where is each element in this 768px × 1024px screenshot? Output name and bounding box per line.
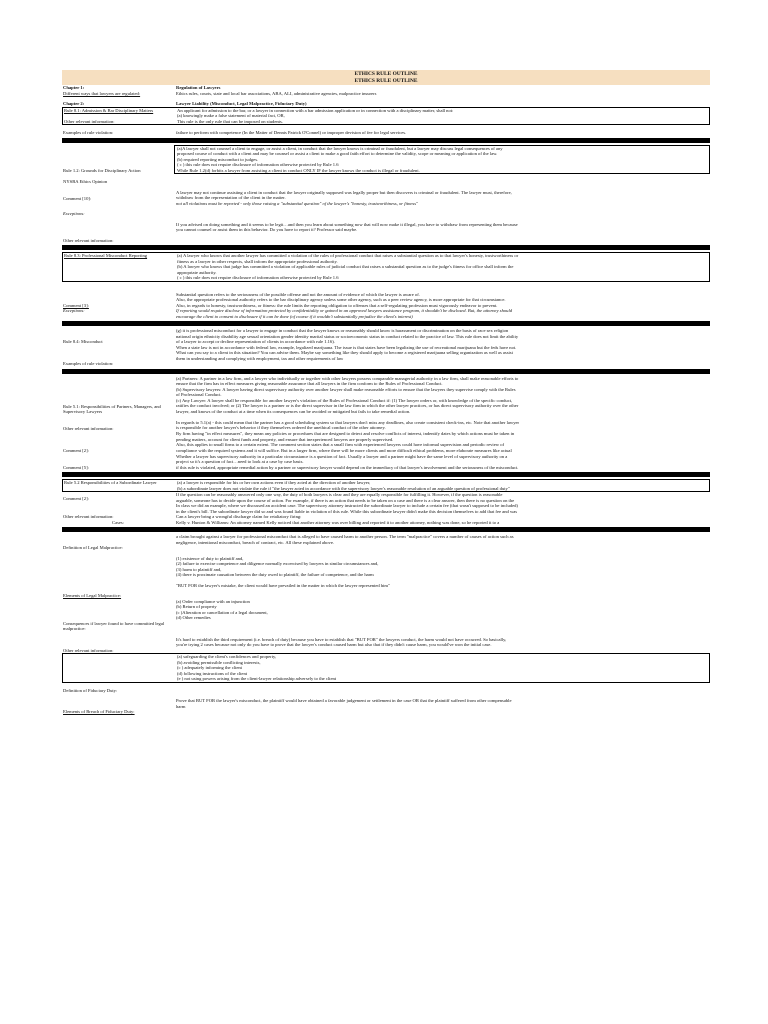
rule-5-1-line: ensure that the firm has in effect measures giving reasonable assurance that all lawyers in the firm conform to the Rules of Professional Conduct. <box>176 381 443 386</box>
rule-8-4-section <box>62 328 710 361</box>
section-divider <box>62 369 710 374</box>
regulation-text: Ethics rules, courts, state and local bar associations, ABA, ALI, administrative agencies, malpractice insurers <box>176 90 377 96</box>
rule-5-1-line: of Professional Conduct. <box>176 392 222 397</box>
chapter-1-title: Regulation of Lawyers <box>176 85 221 90</box>
rule-5-1-label: Rule 5.1: Responsibilities of Partners, Managers, and Supervisory Lawyers <box>63 403 161 414</box>
malpractice-definition-row <box>62 534 710 545</box>
malpractice-element: (2) failure to exercise competence and diligence normally excercised by lawyers in similar circumstances and, <box>176 561 379 566</box>
malpractice-consequence: (a) Order compliance with an injunction <box>176 598 250 604</box>
outline-title-band <box>62 70 710 85</box>
rule-5-1-comment-2-label: Comment [2]: <box>63 448 89 453</box>
rule-5-2-comment-2-line: arguable, someone has to decide upon the course of action. For example, if there is an action that needs to be taken on a case and there is a clear answer, then there is no question on the <box>176 497 515 503</box>
rule-8-1-other-label: Other relevant information: <box>64 118 115 124</box>
rule-5-2-other-label: Other relevant information: <box>63 514 114 519</box>
exceptions-label: Exceptions: <box>63 211 85 216</box>
rule-8-3-comment-line: Also, the appropriate professional authority refers to the bar disciplinary agency unless some other agency, such as a peer review agency, is more appropriate for that circumstance. <box>176 297 506 302</box>
rule-5-1-comment-5-line: Whether a lawyer has supervisory authority in a particular circumstance is a question of fact. Usually a lawyer and a partner might have the same level of supervisory authority on a <box>176 453 508 459</box>
nysba-label: NYSBA Ethics Opinion <box>63 179 108 184</box>
fiduciary-breach-line: Prove that BUT FOR the lawyer's misconduct, the plaintiff would have obtained a favorable judgement or settlement in the case OR that the plaintiff suffered from other compensable <box>176 698 512 703</box>
rule-8-3-line: appropriate authority. <box>177 269 217 275</box>
chapter-2-row <box>62 101 710 107</box>
rule-5-2-other-line: In class we did an example, where we discussed an accident case. The supervisory attorney instructed the subordinate lawyer to include a certain fee (that wasn't supposed to be included) <box>176 503 518 508</box>
malpractice-element: (4) there is proximate causation between the duty owed to plaintiff, the failure of competence, and the harm <box>176 572 374 577</box>
rule-8-4-example-line: them in understanding and complying with employment, tax and other requirements of law <box>176 355 344 361</box>
malpractice-consequences-label: Consequences if lawyer found to have committed legal malpractice: <box>63 620 165 631</box>
regulation-label: Different ways that lawyers are regulated: <box>63 90 141 96</box>
rule-5-2-line: (b) a subordinate lawyer does not violate the rule if "the lawyer acted in accordance with the supervisory lawyer's reasonable resolution of an arguable question of professional duty" <box>177 485 510 491</box>
fiduciary-duty-definition-label: Definition of Fiduciary Duty: <box>63 687 118 693</box>
rule-8-1-examples-label: Examples of rule violation: <box>63 130 114 135</box>
rule-1-2-line: (a)A lawyer shall not counsel a client to engage, or assist a client, in conduct that the lawyer knows is criminal or fraudulent, but a lawyer may discuss legal consequences of any <box>177 145 503 151</box>
malpractice-consequence: (c )Alteration or cancellation of a legal document, <box>176 609 268 615</box>
rule-5-1-other-label: Other relevant information: <box>63 425 114 431</box>
rule-8-3-comment-line: Also, in regards to honesty, trustworthiness, or fitness: the rule limits the reporting obligation to offenses that a self-regulating profession must vigorously endeavor to prevent. <box>176 302 498 308</box>
malpractice-definition-line: a claim brought against a lawyer for professional misconduct that is alleged to have caused harm to another person. The term "malpractice" covers a number of causes of action such as <box>176 534 514 539</box>
section-divider <box>62 527 710 532</box>
comment-3-label: Comment [3]: <box>63 302 89 308</box>
rule-8-3-section <box>62 252 710 282</box>
rule-8-1-label: Rule 8.1: Admission & Bar Disciplinary Matters <box>64 107 154 113</box>
rule-8-3-line: fitness as a lawyer in other respects, shall inform the appropriate professional authority. <box>177 258 338 264</box>
section-divider <box>62 472 710 477</box>
malpractice-other-label: Other relevant information: <box>63 647 114 653</box>
exceptions-label: Exceptions: <box>63 308 85 313</box>
rule-5-2-label: Rule 5.2 Responsibilities of a Subordinate Lawyer <box>64 480 157 485</box>
fiduciary-duty-item: (a) safeguarding the client's confidences and property, <box>177 654 277 659</box>
rule-8-4-line: national origin ethnicity disability age sexual orientation gender identity marital status or socioeconomic status in conduct related to the practice of law. This rule does not limit the ability <box>176 333 519 339</box>
fiduciary-duty-item: (e ) not using powers arising from the client-lawyer relationship adversely to the client <box>177 676 337 681</box>
comment-10-line: not all violations must be reported - only those raising a "substantial question" of the lawyer's "honesty, trustworthiness, or fitness" <box>176 200 418 206</box>
malpractice-elements-label: Elements of Legal Malpractice: <box>63 593 122 598</box>
rule-1-2-other-label: Other relevant information: <box>63 237 114 243</box>
rule-8-4-example-line: What can you say to a client in this situation? You can advise them. Maybe say something like they should apply to become a registered marijuana selling organization as well as assist <box>176 350 513 355</box>
malpractice-definition-line: negligence, intentional misconduct, breach of contract, etc. All these explained above. <box>176 539 335 545</box>
rule-1-2-line: (b) required reporting misconduct to judges. <box>177 156 259 162</box>
fiduciary-duty-item: (d) following instructions of the client <box>177 670 248 676</box>
rule-5-2-comment-2-label: Comment [2]: <box>63 496 89 501</box>
rule-1-2-label: Rule 1.2: Grounds for Disciplinary Action <box>63 167 141 173</box>
rule-5-1-line: (c) Any Lawyer: A lawyer shall be responsible for another lawyer's violation of the Rules of Professional Conduct if: (1) The lawyer orders or, with knowledge of the specific conduct, <box>176 397 513 403</box>
rule-8-1-line: An applicant for admission to the bar, or a lawyer in connection with a bar admission application or in connection with a disciplinary matter, shall not: <box>177 107 454 113</box>
fiduciary-duty-item: (b) avoiding permissible conflicting interests, <box>177 659 261 665</box>
ethics-outline-sheet <box>62 70 710 715</box>
comment-10-line: withdraw from the representation of the client in the matter. <box>176 195 286 200</box>
malpractice-consequence: (b) Return of property <box>176 604 217 609</box>
chapter-1-label: Chapter 1: <box>63 85 85 90</box>
rule-5-1-line: (a) Partners: A partner in a law firm, and a lawyer who individually or together with other lawyers possess comparable managerial authority in a law firm, shall make reasonable efforts to <box>176 375 519 381</box>
rule-1-2-other-line: If you advised on doing something and it seems to be legit…and then you learn about something now that will now make it illegal, you have to withdraw from representing them because <box>176 221 518 227</box>
malpractice-definition-label: Definition of Legal Malpractice: <box>63 545 123 550</box>
malpractice-element: (3) harm to plaintiff and, <box>176 566 222 572</box>
rule-8-4-label: Rule 8.4: Misconduct <box>63 339 103 344</box>
rule-5-1-line: ratifies the conduct involved; or (2) The lawyer is a partner or is the direct supervisor in the law firm in which the other lawyer practices, or has direct supervisory authority over the other <box>176 403 519 408</box>
rule-1-2-line: proposed course of conduct with a client and may be counsel or assist a client to make a good faith effort to determine the validity, scope or meaning or application of the law. <box>177 151 498 156</box>
rule-8-3-exception-line: encourage the client to consent to disclosure if it can be done (of course if it wouldn't substantially prejudice the client's interest) <box>176 313 413 319</box>
outline-title: ETHICS RULE OUTLINE <box>354 71 418 77</box>
rule-8-4-examples-label: Examples of rule violation: <box>63 361 114 366</box>
comment-10-line: A lawyer may not continue assisting a client in conduct that the lawyer originally supposed was legally proper but then discovers is criminal or fraudulent. The lawyer must, therefore, <box>176 189 512 195</box>
rule-8-1-examples-text: failure to perform with competence (In the Matter of Dennis Patrick O'Connel) or improper devision of fee for legal services. <box>176 130 407 135</box>
rule-5-1-section <box>62 376 710 415</box>
rule-5-2-cases-text: Kelly v. Hunton & Williams: An attorney named Kelly noticed that another attorney was over billing and reported it to another attorney, nothing was done, so he reported it to a <box>176 519 500 525</box>
rule-8-3-line: (b) A lawyer who knows that judge has committed a violation of applicable rules of judicial conduct that raises a substantial question as to the judge's fitness for office shall inform the <box>177 264 514 269</box>
outline-title-repeat: ETHICS RULE OUTLINE <box>354 77 418 84</box>
rule-5-1-comment-2-line: compliance with the required systems and it will suffice. But in a larger firm, where there will be more clients and more difficult ethical problems, more elaborate measures like actual <box>176 447 512 453</box>
fiduciary-breach-label: Elements of Breach of Fiduciary Duty: <box>63 709 135 714</box>
rule-8-3-line: (a) A lawyer who knows that another lawyer has committed a violation of the rules of professional conduct that raises a substantial question as to that lawyer's honesty, trustworthiness or <box>177 253 519 258</box>
malpractice-other-line: you're trying 2 cases because not only do you have to prove that the lawyer's conduct caused harm but also that if they didn't cause harm, you would've won the initial case. <box>176 642 492 647</box>
rule-5-2-other-line: Can a lawyer bring a wrongful discharge claim for retaliatory firing: <box>176 514 302 519</box>
fiduciary-duty-item: (c ) adequately informing the client <box>177 665 242 670</box>
section-divider <box>62 321 710 326</box>
chapter-2-label: Chapter 2: <box>63 101 85 106</box>
rule-8-4-line: (g) it is professional misconduct for a lawyer to engage in conduct that the lawyer knows or reasonably should know is harassment or discrimination on the basis of race sex religion <box>176 328 509 333</box>
rule-5-1-comment-2-line: pending matters, account for client funds and property, and ensure that inexperienced lawyers are properly supervised. <box>176 436 394 442</box>
rule-1-2-line: While Rule 1.2(d) forbits a lawyer from assisting a client in conduct ONLY IF the lawyer knows the conduct is illegal or fraudulent. <box>177 167 420 173</box>
rule-5-1-other-line: is responsible for another lawyer's behavior if they themselves ordered the unethical conduct of the other attorney. <box>176 425 386 430</box>
rule-1-2-other-line: you cannot counsel or assist them in this behavior. Do you have to report it? Professor said maybe. <box>176 227 358 232</box>
malpractice-other-line: It's hard to establish the third requirement (i.e. breach of duty) because you have to establish that "BUT FOR" the lawyers conduct, the harm would not have occurred. So basically, <box>176 636 507 642</box>
rule-1-2-section <box>62 145 710 175</box>
rule-8-3-comment-line: Substantial question refers to the seriousness of the possible offense and not the amount of evidence of which the lawyer is aware of. <box>176 291 420 297</box>
rule-5-1-comment-2-line: Also, this applies to small firms to a certain extent. The comment section states that a small firm with experienced lawyers could have informal supervision and periodic review of <box>176 442 505 447</box>
malpractice-but-for: "BUT FOR the lawyer's mistake, the client would have prevailed in the matter in which the lawyer represented him" <box>176 582 390 588</box>
rule-5-2-other-line: in the client's bill. The subordinate lawyer did so and was found liable in violation of this rule. While this subordinate lawyer didn't make this decision themselves to add that fee and was <box>176 508 518 514</box>
rule-5-2-line: (a) a lawyer is responsible for his or her own actions even if they acted at the direction of another lawyer, <box>177 480 371 485</box>
rule-5-2-section <box>62 479 710 492</box>
rule-5-2-comment-2-line: If the question can be reasonably answered only one way, the duty of both lawyers is clear and they are equally responsible for fulfilling it. However, if the question is reasonable <box>176 492 503 497</box>
rule-5-1-comment-5-line: project so it's a question of fact…need to look at a case by case basis. <box>176 459 304 464</box>
malpractice-consequence: (d) Other remedies <box>176 615 211 620</box>
rule-8-1-section <box>62 107 710 126</box>
rule-8-4-example-line: When a state law is not in accordance with federal law, example, legalized marijuana. The issue is that states have been legalizing the use of recreational marijuana but the feds have not. <box>176 344 517 350</box>
rule-5-1-comment-5-line: if this rule is violated, appropriate remedial action by a partner or supervisory lawyer would depend on the immediacy of that lawyer's involvement and the seriousness of the misconduct. <box>176 464 519 470</box>
rule-8-3-label: Rule 8.3: Professional Misconduct Reporting <box>64 253 148 258</box>
section-divider <box>62 245 710 250</box>
rule-8-4-line: of a lawyer to accept or decline representation of clients in accordance with rule 1.16). <box>176 339 335 344</box>
malpractice-element: (1) existence of duty to plaintiff and, <box>176 555 244 561</box>
rule-8-1-line: (a) knowingly make a false statement of material fact, OR, <box>177 113 285 118</box>
rule-5-1-comment-2-line: By firm having "in effect measures", they mean any policies or procedures that are designed to detect and resolve conflicts of interest, indentify dates by which actions must be taken in <box>176 431 515 436</box>
malpractice-elements-row <box>62 556 710 589</box>
rule-5-1-other-line: In regards to 5.1(a) - this could mean that the partner has a good scheduling system so that lawyers don't miss any deadlines, also create consistent check-ins, etc. Note that another lawyer <box>176 419 520 425</box>
rule-5-1-comment-5-label: Comment [5]: <box>63 464 89 470</box>
fiduciary-breach-line: harm <box>176 703 186 709</box>
chapter-2-title: Lawyer Liability (Misconduct, Legal Malpractice, Fiduciary Duty) <box>176 101 307 106</box>
rule-5-2-cases-label: Cases: <box>112 519 124 525</box>
section-divider <box>62 138 710 143</box>
rule-8-3-line: ( c ) this rule does not require disclosure of information otherwise protected by Rule 1.6 <box>177 275 339 280</box>
rule-8-1-other-text: This rule is the only rule that can be imposed on students. <box>177 118 283 124</box>
rule-8-3-exception-line: If reporting would require disclose of information protected by confidentiality or gained in an approved lawyers assistance program, it shouldn't be disclosed. But, the attorney should <box>176 308 513 313</box>
rule-5-1-line: lawyer, and knows of the conduct at a time when its consequences can be avoided or mitigated but fails to take remedial action. <box>176 408 411 414</box>
fiduciary-duty-section <box>62 653 710 683</box>
rule-1-2-line: ( c ) this rule does not require disclosure of information otherwise protected by Rule 1.6 <box>177 162 339 167</box>
regulation-row <box>62 91 710 97</box>
rule-5-1-line: (b) Supervisory lawyers: A lawyer having direct supervisory authority over another lawyer shall make reasonable efforts to ensure that the lawyers they supervise comply with the Rules <box>176 386 516 392</box>
malpractice-consequences-row <box>62 599 710 632</box>
comment-10-label: Comment [10]: <box>63 195 92 201</box>
